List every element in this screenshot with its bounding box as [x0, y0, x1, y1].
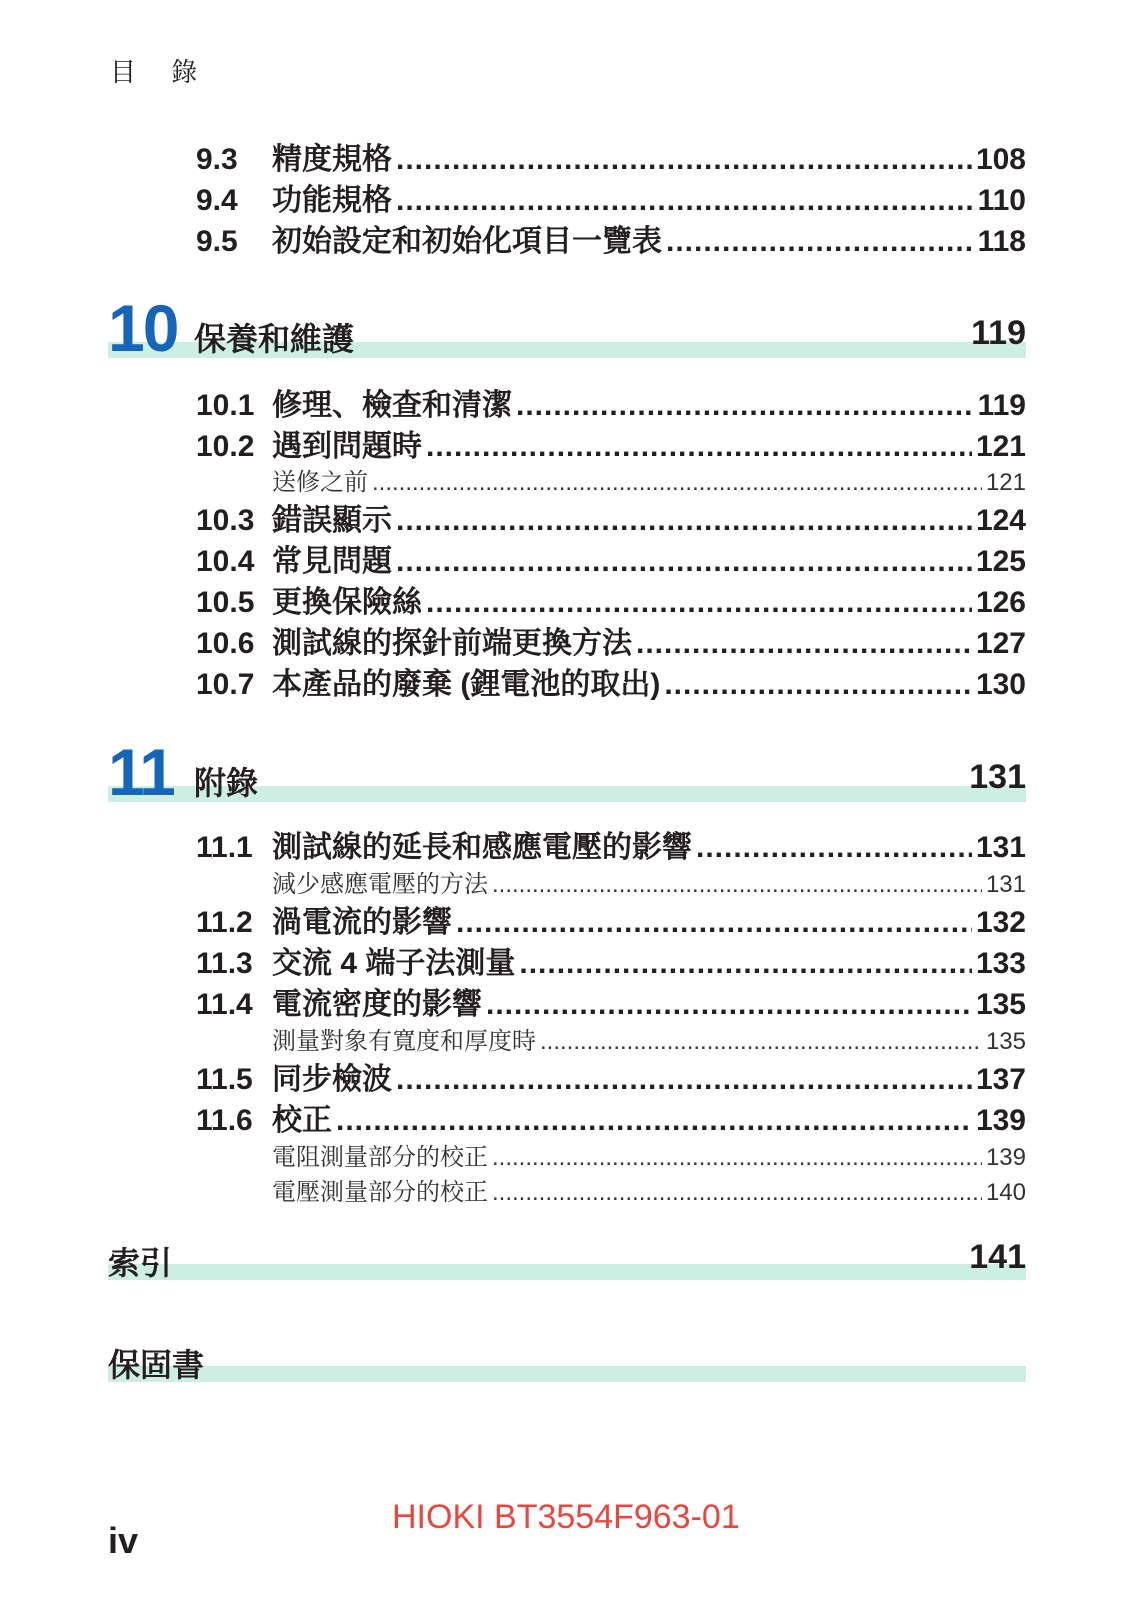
toc-subentry[interactable] — [272, 462, 1026, 496]
dot-leader — [636, 627, 972, 661]
toc-subentry[interactable] — [272, 1172, 1026, 1206]
toc-entry-title: 測試線的延長和感應電壓的影響 — [272, 831, 692, 864]
toc-subentry[interactable] — [272, 1021, 1026, 1055]
page-number: iv — [108, 1520, 139, 1561]
toc-entry-page: 110 — [977, 184, 1026, 217]
toc-entry-page: 130 — [975, 668, 1026, 701]
toc-entry-11-4[interactable] — [196, 979, 1026, 1021]
dot-leader — [372, 469, 982, 497]
toc-entry-number: 11.2 — [196, 906, 253, 939]
chapter-title: 保養和維護 — [194, 321, 355, 357]
toc-entry-title: 遇到問題時 — [272, 430, 422, 463]
toc-entry-9-3[interactable] — [196, 134, 1026, 176]
toc-entry-title: 測試線的探針前端更換方法 — [272, 627, 632, 660]
toc-entry-number: 11.3 — [196, 947, 253, 980]
dot-leader — [666, 225, 974, 259]
document-id: HIOKI BT3554F963-01 — [392, 1498, 740, 1536]
toc-entry-page: 118 — [977, 225, 1026, 258]
chapter-page: 131 — [969, 758, 1026, 796]
dot-leader — [396, 184, 974, 218]
toc-entry-11-2[interactable] — [196, 897, 1026, 939]
dot-leader — [540, 1028, 982, 1056]
toc-entry-title: 功能規格 — [272, 184, 392, 217]
toc-subentry[interactable] — [272, 864, 1026, 898]
toc-entry-page: 126 — [975, 586, 1026, 619]
toc-subentry-page: 121 — [985, 469, 1026, 496]
dot-leader — [336, 1104, 972, 1138]
toc-entry-title: 交流 4 端子法測量 — [272, 947, 516, 980]
toc-subentry-title: 電阻測量部分的校正 — [272, 1144, 488, 1171]
chapter-page: 119 — [971, 314, 1026, 352]
toc-entry-title: 錯誤顯示 — [272, 504, 392, 537]
toc-entry-number: 11.6 — [196, 1104, 253, 1137]
dot-leader — [456, 906, 972, 940]
toc-entry-number: 10.2 — [196, 430, 255, 463]
toc-entry-title: 渦電流的影響 — [272, 906, 452, 939]
chapter-title: 附錄 — [194, 765, 259, 801]
toc-entry-title: 修理、檢查和清潔 — [272, 389, 512, 422]
toc-entry-10-2[interactable] — [196, 421, 1026, 463]
dot-leader — [519, 947, 972, 981]
toc-entry-page: 135 — [975, 988, 1026, 1021]
dot-leader — [516, 389, 974, 423]
toc-entry-number: 10.3 — [196, 504, 255, 537]
chapter-number: 11 — [108, 735, 174, 809]
chapter-11-heading[interactable] — [108, 735, 1026, 809]
warranty-heading[interactable] — [108, 1336, 1026, 1386]
toc-subentry-page: 135 — [985, 1028, 1026, 1055]
toc-entry-page: 137 — [975, 1063, 1026, 1096]
dot-leader — [426, 586, 972, 620]
toc-entry-title: 電流密度的影響 — [272, 988, 482, 1021]
index-heading[interactable] — [108, 1234, 1026, 1284]
toc-entry-page: 119 — [977, 389, 1026, 422]
toc-entry-page: 132 — [975, 906, 1026, 939]
chapter-number: 10 — [108, 291, 178, 365]
toc-entry-9-5[interactable] — [196, 216, 1026, 258]
chapter-10-heading[interactable] — [108, 291, 1026, 365]
toc-entry-page: 139 — [975, 1104, 1026, 1137]
toc-entry-number: 10.1 — [196, 389, 255, 422]
toc-entry-title: 校正 — [272, 1104, 332, 1137]
toc-entry-page: 125 — [975, 545, 1026, 578]
dot-leader — [492, 1144, 982, 1172]
toc-entry-title: 更換保險絲 — [272, 586, 422, 619]
toc-entry-title: 本產品的廢棄 (鋰電池的取出) — [272, 668, 661, 701]
dot-leader — [426, 430, 972, 464]
toc-entry-number: 10.7 — [196, 668, 255, 701]
toc-entry-page: 133 — [975, 947, 1026, 980]
toc-entry-number: 10.6 — [196, 627, 255, 660]
toc-entry-number: 10.5 — [196, 586, 255, 619]
toc-entry-10-3[interactable] — [196, 495, 1026, 537]
warranty-title: 保固書 — [108, 1347, 205, 1383]
chapter-band — [108, 1366, 1026, 1382]
toc-subentry-page: 139 — [985, 1144, 1026, 1171]
toc-entry-9-4[interactable] — [196, 175, 1026, 217]
toc-entry-number: 10.4 — [196, 545, 255, 578]
toc-subentry[interactable] — [272, 1137, 1026, 1171]
toc-entry-11-1[interactable] — [196, 822, 1026, 864]
dot-leader — [696, 831, 972, 865]
toc-entry-title: 常見問題 — [272, 545, 392, 578]
index-page: 141 — [969, 1238, 1026, 1276]
dot-leader — [396, 545, 972, 579]
toc-subentry-page: 131 — [985, 871, 1026, 898]
toc-entry-title: 初始設定和初始化項目一覽表 — [272, 225, 662, 258]
dot-leader — [486, 988, 972, 1022]
toc-entry-page: 124 — [975, 504, 1026, 537]
dot-leader — [396, 143, 972, 177]
toc-subentry-title: 測量對象有寬度和厚度時 — [272, 1028, 536, 1055]
toc-entry-10-1[interactable] — [196, 380, 1026, 422]
toc-entry-11-5[interactable] — [196, 1054, 1026, 1096]
dot-leader — [492, 871, 982, 899]
toc-entry-page: 127 — [975, 627, 1026, 660]
toc-entry-number: 11.1 — [196, 831, 253, 864]
toc-entry-10-6[interactable] — [196, 618, 1026, 660]
dot-leader — [396, 1063, 972, 1097]
dot-leader — [664, 668, 972, 702]
toc-entry-title: 精度規格 — [272, 143, 392, 176]
toc-entry-number: 11.4 — [196, 988, 253, 1021]
toc-entry-number: 11.5 — [196, 1063, 253, 1096]
toc-entry-11-6[interactable] — [196, 1095, 1026, 1137]
toc-subentry-title: 送修之前 — [272, 469, 368, 496]
toc-entry-title: 同步檢波 — [272, 1063, 392, 1096]
index-title: 索引 — [108, 1245, 173, 1281]
toc-entry-number: 9.4 — [196, 184, 238, 217]
toc-entry-page: 108 — [975, 143, 1026, 176]
dot-leader — [492, 1179, 982, 1207]
dot-leader — [396, 504, 972, 538]
toc-subentry-page: 140 — [985, 1179, 1026, 1206]
toc-entry-10-7[interactable] — [196, 659, 1026, 701]
toc-subentry-title: 電壓測量部分的校正 — [272, 1179, 488, 1206]
toc-entry-11-3[interactable] — [196, 938, 1026, 980]
page-header: 目 錄 — [110, 57, 212, 87]
toc-entry-page: 131 — [975, 831, 1026, 864]
toc-entry-page: 121 — [975, 430, 1026, 463]
toc-subentry-title: 減少感應電壓的方法 — [272, 871, 488, 898]
chapter-band — [108, 1264, 1026, 1280]
toc-entry-number: 9.5 — [196, 225, 238, 258]
toc-entry-10-4[interactable] — [196, 536, 1026, 578]
toc-entry-10-5[interactable] — [196, 577, 1026, 619]
toc-entry-number: 9.3 — [196, 143, 238, 176]
